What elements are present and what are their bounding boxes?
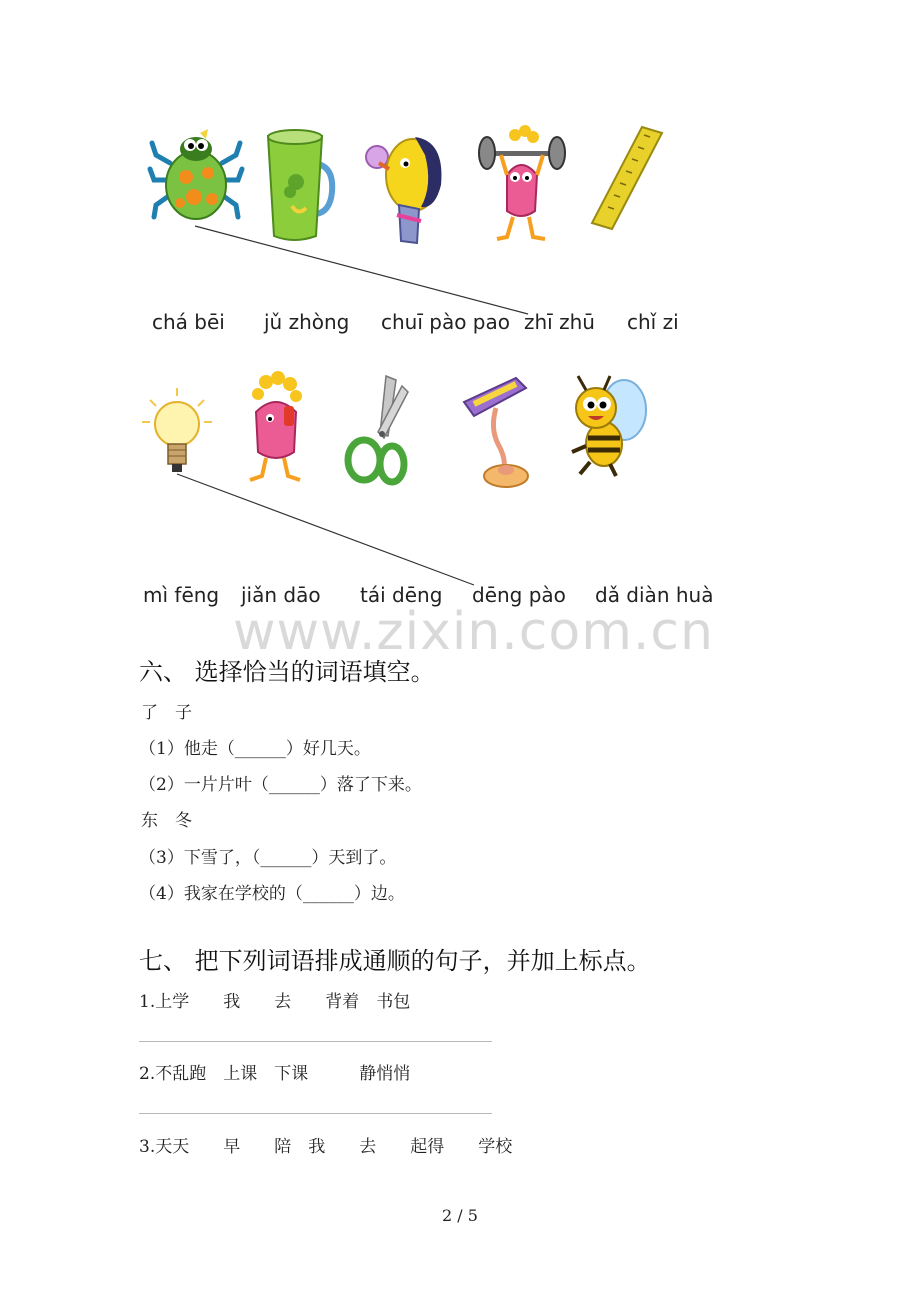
connector-bulb-dengpao xyxy=(177,474,474,585)
pinyin-label: zhī zhū xyxy=(524,310,595,334)
fill-blank-question: （3）下雪了，（______）天到了。 xyxy=(139,848,397,868)
pinyin-label: chá bēi xyxy=(152,310,225,334)
phone-character-picture xyxy=(244,372,308,484)
weightlifter-picture xyxy=(477,125,567,245)
word-choices: 了 子 xyxy=(141,703,192,723)
pinyin-label: chǐ zi xyxy=(627,310,679,334)
spider-picture xyxy=(150,125,242,225)
word-order-sentence: 1.上学 我 去 背着 书包 xyxy=(139,992,411,1012)
fill-blank-question: （2）一片片叶（______）落了下来。 xyxy=(139,775,422,795)
fill-blank-question: （4）我家在学校的（______）边。 xyxy=(139,884,405,904)
page-number: 2 / 5 xyxy=(442,1206,478,1225)
desk-lamp-picture xyxy=(460,378,534,490)
pinyin-label: dǎ diàn huà xyxy=(595,583,714,607)
pinyin-label: jǔ zhòng xyxy=(264,310,350,334)
cup-picture xyxy=(262,128,334,244)
pinyin-label: dēng pào xyxy=(472,583,566,607)
bubble-blower-picture xyxy=(365,125,447,247)
answer-line[interactable] xyxy=(139,1041,492,1042)
pinyin-label: jiǎn dāo xyxy=(241,583,321,607)
pinyin-label: mì fēng xyxy=(143,583,220,607)
word-choices: 东 冬 xyxy=(141,811,192,831)
bee-picture xyxy=(566,372,648,478)
ruler-picture xyxy=(592,127,664,231)
fill-blank-question: （1）他走（______）好几天。 xyxy=(139,739,371,759)
section7-title: 七、 把下列词语排成通顺的句子，并加上标点。 xyxy=(139,947,651,975)
pinyin-label: tái dēng xyxy=(360,583,443,607)
word-order-sentence: 3.天天 早 陪 我 去 起得 学校 xyxy=(139,1137,513,1157)
scissors-picture xyxy=(344,376,410,488)
word-order-sentence: 2.不乱跑 上课 下课 静悄悄 xyxy=(139,1064,411,1084)
watermark: www.zixin.com.cn xyxy=(233,602,714,662)
light-bulb-picture xyxy=(142,388,212,476)
pinyin-label: chuī pào pao xyxy=(381,310,510,334)
section6-title: 六、 选择恰当的词语填空。 xyxy=(139,658,435,686)
answer-line[interactable] xyxy=(139,1113,492,1114)
